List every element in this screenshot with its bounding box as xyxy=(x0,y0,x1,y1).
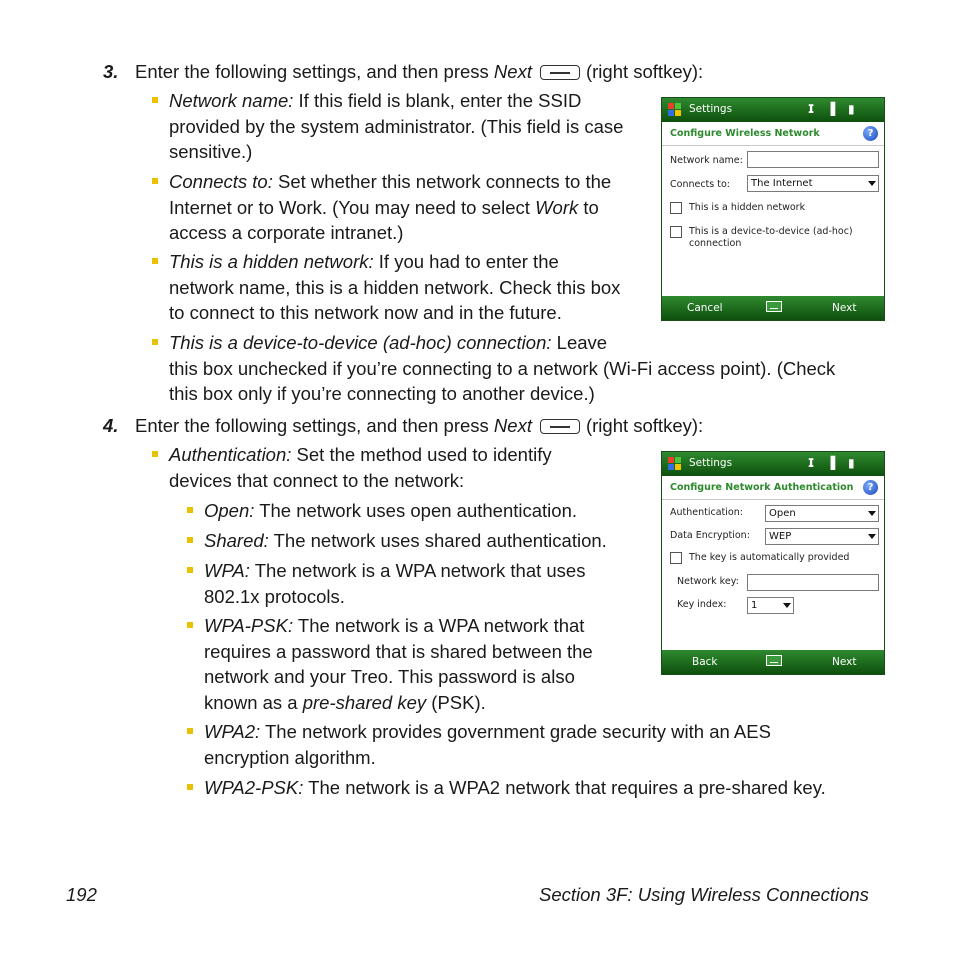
configure-wireless-network-screenshot xyxy=(661,97,885,321)
text: The network provides government grade security with an AES xyxy=(260,721,771,742)
network-name-label: Network name: xyxy=(670,155,743,166)
softkey-bar xyxy=(662,296,884,320)
bullet xyxy=(187,622,193,628)
term: This is a hidden network: xyxy=(169,251,374,272)
battery-icon: ▮ xyxy=(848,456,855,470)
bullet xyxy=(187,507,193,513)
bullet xyxy=(152,451,158,457)
network-name-item xyxy=(169,88,581,114)
step-3-instruction xyxy=(135,59,703,85)
configure-network-authentication-screenshot xyxy=(661,451,885,675)
bullet xyxy=(187,567,193,573)
keyboard-icon[interactable] xyxy=(766,301,782,312)
term: WPA: xyxy=(204,560,250,581)
text: The network uses open authentication. xyxy=(254,500,577,521)
adhoc-checkbox[interactable] xyxy=(670,226,682,238)
text-line: 802.1x protocols. xyxy=(204,585,345,607)
bullet xyxy=(152,178,158,184)
text: (PSK). xyxy=(426,691,486,713)
auto-key-checkbox[interactable] xyxy=(670,552,682,564)
bullet xyxy=(152,339,158,345)
screen-heading xyxy=(662,123,884,146)
text: If you had to enter the xyxy=(373,251,559,272)
step-3-post: (right softkey): xyxy=(585,61,704,82)
term: WPA2: xyxy=(204,721,261,742)
battery-icon: ▮ xyxy=(848,102,855,116)
text-line: requires a password that is shared between the xyxy=(204,640,593,662)
term: This is a device-to-device (ad-hoc) connection: xyxy=(169,332,552,353)
term: Authentication: xyxy=(169,444,292,465)
text-line: encryption algorithm. xyxy=(204,746,376,768)
wpa-psk-item xyxy=(204,613,584,639)
wpa2-item xyxy=(204,719,771,745)
step-4-pre: Enter the following settings, and then press xyxy=(135,415,494,436)
keyboard-icon[interactable] xyxy=(766,655,782,666)
authentication-label: Authentication: xyxy=(670,507,743,518)
text: Internet or to Work. (You may need to select xyxy=(169,196,536,218)
text-line: devices that connect to the network: xyxy=(169,469,465,491)
connects-to-label: Connects to: xyxy=(670,179,730,190)
authentication-value: Open xyxy=(769,508,796,519)
text: Leave xyxy=(551,332,608,353)
antenna-icon: 𝗜 xyxy=(808,102,815,116)
step-4-post: (right softkey): xyxy=(585,415,704,436)
open-item xyxy=(204,498,577,524)
adhoc-item xyxy=(169,330,607,356)
text-line: network and your Treo. This password is also xyxy=(204,666,575,687)
softkey-icon xyxy=(540,419,580,434)
text: Set whether this network connects to the xyxy=(272,171,612,192)
text-line xyxy=(204,690,486,716)
text-line: to connect to this network now and in the future. xyxy=(169,302,562,323)
text: The network is a WPA network that uses xyxy=(249,560,586,581)
signal-icon: ▐ xyxy=(826,456,836,470)
step-4-number: 4. xyxy=(103,415,119,436)
bullet xyxy=(187,728,193,734)
wpa-item xyxy=(204,558,585,584)
text-line xyxy=(169,195,599,221)
authentication-dropdown[interactable] xyxy=(765,505,879,522)
wpa2-psk-item xyxy=(204,775,826,801)
screen-heading xyxy=(662,477,884,500)
help-icon[interactable]: ? xyxy=(863,126,878,141)
term: Connects to: xyxy=(169,171,273,192)
cancel-softkey[interactable]: Cancel xyxy=(687,302,723,314)
key-index-value: 1 xyxy=(751,600,758,611)
connects-to-value: The Internet xyxy=(751,178,813,189)
hidden-network-label: This is a hidden network xyxy=(689,202,806,213)
text-line: provided by the system administrator. (This field is case xyxy=(169,115,624,137)
text: Set the method used to identify xyxy=(291,444,552,465)
connects-to-item xyxy=(169,169,611,195)
back-softkey[interactable]: Back xyxy=(692,656,718,668)
network-key-label: Network key: xyxy=(677,576,739,587)
term: Work xyxy=(535,196,579,218)
signal-icon: ▐ xyxy=(826,102,836,116)
text-line: this box unchecked if you’re connecting to a network (Wi-Fi access point). (Check xyxy=(169,357,836,379)
antenna-icon: 𝗜 xyxy=(808,456,815,470)
term: WPA2-PSK: xyxy=(204,777,304,798)
shared-item xyxy=(204,528,607,554)
term: WPA-PSK: xyxy=(204,615,294,636)
step-3-pre: Enter the following settings, and then press xyxy=(135,61,494,82)
hidden-network-item xyxy=(169,249,559,275)
text: The network is a WPA network that xyxy=(293,615,585,636)
heading-text: Configure Wireless Network xyxy=(670,128,820,139)
text-line: network name, this is a hidden network. Check this box xyxy=(169,276,621,298)
softkey-bar xyxy=(662,650,884,674)
title-bar xyxy=(662,452,884,476)
text: known as a xyxy=(204,691,303,713)
windows-flag-icon xyxy=(668,457,682,471)
dropdown-arrow-icon xyxy=(868,181,876,186)
text-line: this box only if you’re connecting to another device.) xyxy=(169,383,595,404)
title: Settings xyxy=(689,103,733,115)
data-encryption-value: WEP xyxy=(769,531,792,542)
title: Settings xyxy=(689,457,733,469)
softkey-icon xyxy=(540,65,580,80)
key-index-label: Key index: xyxy=(677,599,727,610)
text: The network uses shared authentication. xyxy=(268,530,607,551)
title-bar xyxy=(662,98,884,122)
bullet xyxy=(187,537,193,543)
authentication-item xyxy=(169,442,552,468)
dropdown-arrow-icon xyxy=(868,534,876,539)
term: pre-shared key xyxy=(302,691,427,713)
text: If this field is blank, enter the SSID xyxy=(293,90,582,111)
dropdown-arrow-icon xyxy=(783,603,791,608)
text-line: sensitive.) xyxy=(169,141,253,162)
auto-key-label: The key is automatically provided xyxy=(689,552,850,563)
next-softkey[interactable]: Next xyxy=(832,656,857,668)
network-key-input[interactable] xyxy=(747,574,879,591)
text-line: access a corporate intranet.) xyxy=(169,222,404,243)
step-4-instruction xyxy=(135,413,703,439)
next-softkey[interactable]: Next xyxy=(832,302,857,314)
adhoc-label-2: connection xyxy=(689,238,742,249)
bullet xyxy=(152,97,158,103)
bullet xyxy=(187,784,193,790)
connects-to-dropdown[interactable] xyxy=(747,175,879,192)
help-icon[interactable]: ? xyxy=(863,480,878,495)
network-name-input[interactable] xyxy=(747,151,879,168)
dropdown-arrow-icon xyxy=(868,511,876,516)
step-3-number: 3. xyxy=(103,61,119,82)
windows-flag-icon xyxy=(668,103,682,117)
heading-text: Configure Network Authentication xyxy=(670,482,854,493)
term: Open: xyxy=(204,500,255,521)
data-encryption-label: Data Encryption: xyxy=(670,530,750,541)
page-number: 192 xyxy=(66,884,97,905)
term: Shared: xyxy=(204,530,269,551)
term: Network name: xyxy=(169,90,294,111)
data-encryption-dropdown[interactable] xyxy=(765,528,879,545)
text: The network is a WPA2 network that requires a pre-shared key. xyxy=(303,777,826,798)
adhoc-label: This is a device-to-device (ad-hoc) xyxy=(689,226,853,237)
step-4-next: Next xyxy=(493,415,532,436)
hidden-network-checkbox[interactable] xyxy=(670,202,682,214)
text: to xyxy=(578,196,599,218)
key-index-dropdown[interactable] xyxy=(747,597,794,614)
step-3-next: Next xyxy=(493,61,532,82)
section-title: Section 3F: Using Wireless Connections xyxy=(539,884,869,905)
bullet xyxy=(152,258,158,264)
